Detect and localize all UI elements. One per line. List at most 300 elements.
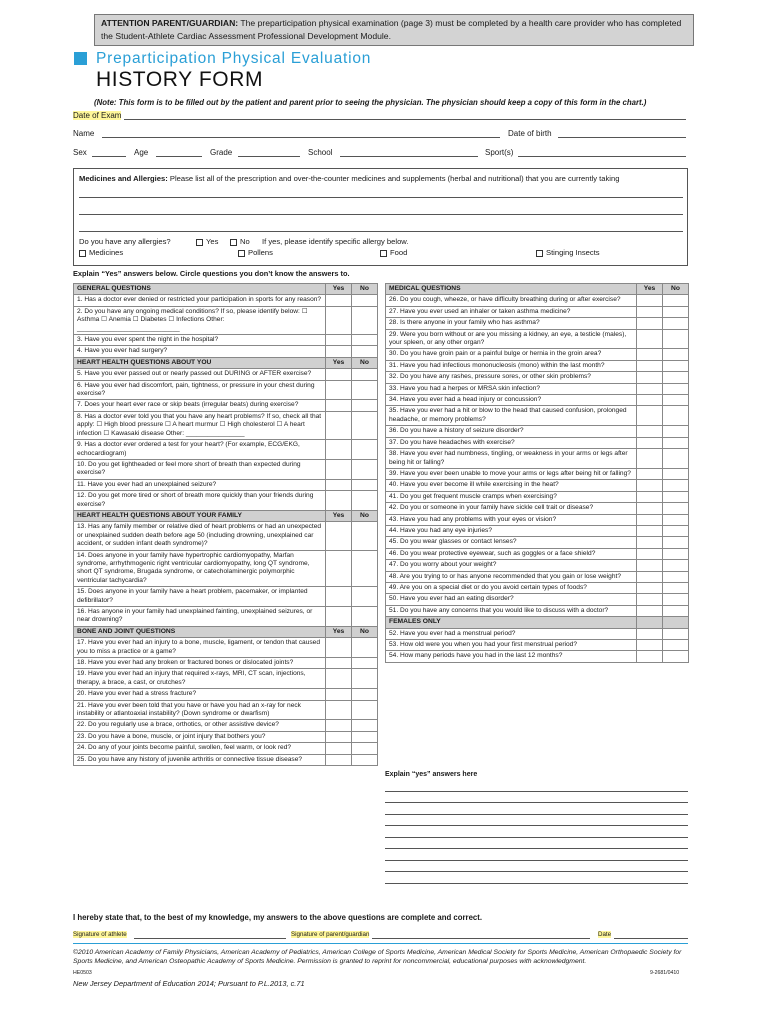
yes-answer-cell[interactable]: [637, 406, 663, 426]
no-answer-cell[interactable]: [352, 607, 378, 627]
question-text: 16. Has anyone in your family had unexplained fainting, unexplained seizures, or near drowning?: [74, 607, 326, 627]
no-answer-cell[interactable]: [663, 395, 689, 406]
yes-column-header: [637, 617, 663, 628]
no-answer-cell[interactable]: [352, 400, 378, 411]
question-text: 8. Has a doctor ever told you that you have any heart problems? If so, check all that apply: ☐ High blood pressure ☐ A heart murmur ☐ High cholesterol ☐ A heart infection ☐ Kawasaki disease Other: ________________: [74, 411, 326, 439]
section-header: [74, 626, 378, 637]
question-row: [74, 689, 378, 700]
question-text: 51. Do you have any concerns that you would like to discuss with a doctor?: [386, 605, 637, 616]
question-text: 15. Does anyone in your family have a heart problem, pacemaker, or implanted defibrillator?: [74, 587, 326, 607]
yes-answer-cell[interactable]: [637, 306, 663, 317]
allergy-stinging[interactable]: [536, 248, 600, 257]
question-text: 49. Are you on a special diet or do you avoid certain types of foods?: [386, 582, 637, 593]
no-answer-cell[interactable]: [663, 582, 689, 593]
question-row: [386, 537, 689, 548]
yes-answer-cell[interactable]: [637, 449, 663, 469]
no-column-header: No: [352, 510, 378, 521]
section-title: HEART HEALTH QUESTIONS ABOUT YOU: [74, 357, 326, 368]
yes-answer-cell[interactable]: [637, 437, 663, 448]
question-text: 43. Have you had any problems with your eyes or vision?: [386, 514, 637, 525]
question-text: 20. Have you ever had a stress fracture?: [74, 689, 326, 700]
question-text: 19. Have you ever had an injury that required x-rays, MRI, CT scan, injections, therapy, a brace, a cast, or crutches?: [74, 669, 326, 689]
yes-answer-cell[interactable]: [637, 318, 663, 329]
allergy-yes-checkbox[interactable]: [196, 239, 203, 246]
age-label: Age: [134, 148, 149, 157]
question-row: [74, 587, 378, 607]
no-answer-cell[interactable]: [663, 651, 689, 662]
question-row: [386, 560, 689, 571]
no-answer-cell[interactable]: [663, 306, 689, 317]
yes-answer-cell[interactable]: [637, 426, 663, 437]
yes-answer-cell[interactable]: [637, 571, 663, 582]
question-row: [74, 346, 378, 357]
no-answer-cell[interactable]: [352, 479, 378, 490]
question-row: [386, 571, 689, 582]
yes-answer-cell[interactable]: [326, 743, 352, 754]
explain-instructions: Explain “Yes” answers below. Circle questions you don’t know the answers to.: [73, 269, 350, 278]
date-of-exam-label: Date of Exam: [73, 111, 122, 120]
parent-signature-label: Signature of parent/guardian: [291, 931, 370, 938]
yes-answer-cell[interactable]: [326, 479, 352, 490]
yes-answer-cell[interactable]: [326, 720, 352, 731]
sports-field[interactable]: [518, 156, 686, 157]
yes-answer-cell[interactable]: [326, 550, 352, 587]
question-text: 34. Have you ever had a head injury or concussion?: [386, 395, 637, 406]
question-row: [386, 480, 689, 491]
explain-line[interactable]: [385, 826, 688, 838]
yes-answer-cell[interactable]: [326, 335, 352, 346]
yes-answer-cell[interactable]: [326, 522, 352, 550]
no-answer-cell[interactable]: [663, 628, 689, 639]
yes-answer-cell[interactable]: [637, 329, 663, 349]
pollens-checkbox[interactable]: [238, 250, 245, 257]
school-field[interactable]: [340, 156, 478, 157]
no-answer-cell[interactable]: [663, 514, 689, 525]
yes-answer-cell[interactable]: [326, 306, 352, 334]
medicines-header: [79, 174, 679, 183]
no-answer-cell[interactable]: [663, 406, 689, 426]
no-answer-cell[interactable]: [352, 335, 378, 346]
question-row: [74, 479, 378, 490]
question-row: [74, 411, 378, 439]
no-answer-cell[interactable]: [352, 638, 378, 658]
no-answer-cell[interactable]: [663, 329, 689, 349]
yes-answer-cell[interactable]: [637, 537, 663, 548]
explain-line[interactable]: [385, 872, 688, 884]
question-row: [74, 369, 378, 380]
question-row: [74, 731, 378, 742]
no-answer-cell[interactable]: [352, 459, 378, 479]
no-column-header: [663, 617, 689, 628]
question-row: [74, 669, 378, 689]
question-row: [386, 329, 689, 349]
question-row: [386, 306, 689, 317]
question-row: [74, 550, 378, 587]
yes-answer-cell[interactable]: [637, 349, 663, 360]
footer-divider: [73, 943, 688, 944]
allergy-yes-label: Yes: [206, 237, 219, 246]
name-label: Name: [73, 129, 95, 138]
question-text: 14. Does anyone in your family have hypertrophic cardiomyopathy, Marfan syndrome, arrhythmogenic right ventricular cardiomyopathy, long QT syndrome, short QT syndrome, Brugada syndrome, or catecholaminergic polymorphic ventricular tachycardia?: [74, 550, 326, 587]
allergy-yes[interactable]: [196, 237, 218, 246]
yes-answer-cell[interactable]: [637, 651, 663, 662]
no-answer-cell[interactable]: [352, 658, 378, 669]
yes-answer-cell[interactable]: [326, 607, 352, 627]
no-answer-cell[interactable]: [663, 449, 689, 469]
question-text: 32. Do you have any rashes, pressure sores, or other skin problems?: [386, 372, 637, 383]
no-answer-cell[interactable]: [663, 383, 689, 394]
explain-line[interactable]: [385, 780, 688, 792]
question-text: 11. Have you ever had an unexplained seizure?: [74, 479, 326, 490]
dob-label: Date of birth: [508, 129, 552, 138]
grade-field[interactable]: [238, 156, 300, 157]
footer-text: New Jersey Department of Education 2014; Pursuant to P.L.2013, c.71: [73, 979, 305, 988]
explain-line[interactable]: [385, 838, 688, 850]
question-text: 35. Have you ever had a hit or blow to the head that caused confusion, prolonged headache, or memory problems?: [386, 406, 637, 426]
no-answer-cell[interactable]: [352, 689, 378, 700]
allergy-note: If yes, please identify specific allergy below.: [262, 237, 409, 246]
question-text: 42. Do you or someone in your family have sickle cell trait or disease?: [386, 503, 637, 514]
question-text: 33. Have you had a herpes or MRSA skin infection?: [386, 383, 637, 394]
question-text: 28. Is there anyone in your family who has asthma?: [386, 318, 637, 329]
question-text: 23. Do you have a bone, muscle, or joint injury that bothers you?: [74, 731, 326, 742]
yes-answer-cell[interactable]: [326, 440, 352, 460]
no-answer-cell[interactable]: [663, 480, 689, 491]
form-title: Preparticipation Physical Evaluation: [96, 50, 372, 67]
yes-answer-cell[interactable]: [637, 480, 663, 491]
question-text: 45. Do you wear glasses or contact lenses?: [386, 537, 637, 548]
athlete-signature-label: Signature of athlete: [73, 931, 127, 938]
question-row: [386, 605, 689, 616]
yes-answer-cell[interactable]: [637, 628, 663, 639]
question-row: [386, 594, 689, 605]
yes-answer-cell[interactable]: [637, 491, 663, 502]
right-questions-table: [385, 283, 689, 663]
no-answer-cell[interactable]: [352, 700, 378, 720]
no-answer-cell[interactable]: [663, 426, 689, 437]
header-square-icon: [74, 52, 87, 65]
no-answer-cell[interactable]: [663, 640, 689, 651]
no-answer-cell[interactable]: [663, 372, 689, 383]
question-row: [74, 295, 378, 306]
yes-answer-cell[interactable]: [326, 346, 352, 357]
left-questions-body: [74, 284, 378, 766]
yes-answer-cell[interactable]: [326, 587, 352, 607]
allergy-question: Do you have any allergies?: [79, 237, 171, 246]
no-column-header: No: [352, 284, 378, 295]
section-title: GENERAL QUESTIONS: [74, 284, 326, 295]
yes-answer-cell[interactable]: [637, 468, 663, 479]
section-header: [74, 357, 378, 368]
explain-line[interactable]: [385, 849, 688, 861]
no-answer-cell[interactable]: [352, 380, 378, 400]
yes-answer-cell[interactable]: [326, 638, 352, 658]
age-field[interactable]: [156, 156, 202, 157]
no-answer-cell[interactable]: [663, 491, 689, 502]
question-row: [386, 383, 689, 394]
no-answer-cell[interactable]: [352, 669, 378, 689]
yes-answer-cell[interactable]: [637, 548, 663, 559]
no-answer-cell[interactable]: [663, 360, 689, 371]
question-row: [74, 638, 378, 658]
question-row: [74, 754, 378, 765]
yes-answer-cell[interactable]: [326, 754, 352, 765]
question-row: [74, 522, 378, 550]
question-row: [74, 700, 378, 720]
question-row: [386, 349, 689, 360]
stinging-label: Stinging Insects: [546, 248, 600, 257]
food-checkbox[interactable]: [380, 250, 387, 257]
question-row: [386, 426, 689, 437]
section-title: HEART HEALTH QUESTIONS ABOUT YOUR FAMILY: [74, 510, 326, 521]
yes-answer-cell[interactable]: [326, 295, 352, 306]
no-answer-cell[interactable]: [663, 525, 689, 536]
athlete-signature-field[interactable]: [134, 938, 286, 939]
sex-label: Sex: [73, 148, 87, 157]
question-row: [74, 459, 378, 479]
explain-line[interactable]: [385, 792, 688, 804]
yes-answer-cell[interactable]: [326, 689, 352, 700]
no-answer-cell[interactable]: [352, 522, 378, 550]
explain-line[interactable]: [385, 861, 688, 873]
yes-answer-cell[interactable]: [326, 369, 352, 380]
no-answer-cell[interactable]: [352, 743, 378, 754]
yes-answer-cell[interactable]: [637, 395, 663, 406]
yes-answer-cell[interactable]: [637, 640, 663, 651]
question-row: [74, 743, 378, 754]
question-row: [386, 640, 689, 651]
question-text: 47. Do you worry about your weight?: [386, 560, 637, 571]
code-left: HE0503: [73, 970, 92, 976]
medicines-checkbox[interactable]: [79, 250, 86, 257]
yes-answer-cell[interactable]: [326, 380, 352, 400]
no-answer-cell[interactable]: [352, 369, 378, 380]
question-row: [386, 406, 689, 426]
question-row: [74, 440, 378, 460]
question-text: 5. Have you ever passed out or nearly passed out DURING or AFTER exercise?: [74, 369, 326, 380]
section-title: BONE AND JOINT QUESTIONS: [74, 626, 326, 637]
question-text: 17. Have you ever had an injury to a bone, muscle, ligament, or tendon that caused you to miss a practice or a game?: [74, 638, 326, 658]
form-subtitle: HISTORY FORM: [96, 68, 264, 91]
explain-line[interactable]: [385, 815, 688, 827]
medicines-line-3[interactable]: [79, 231, 683, 232]
question-row: [74, 607, 378, 627]
yes-answer-cell[interactable]: [637, 360, 663, 371]
yes-answer-cell[interactable]: [637, 594, 663, 605]
attention-text: The preparticipation physical examination (page 3) must be completed by a health care provider who has completed the Student-Athlete Cardiac Assessment Professional Development Module.: [101, 18, 682, 41]
question-row: [74, 491, 378, 511]
question-row: [74, 720, 378, 731]
no-answer-cell[interactable]: [352, 411, 378, 439]
no-answer-cell[interactable]: [352, 295, 378, 306]
allergy-no-checkbox[interactable]: [230, 239, 237, 246]
no-answer-cell[interactable]: [352, 440, 378, 460]
question-text: 25. Do you have any history of juvenile arthritis or connective tissue disease?: [74, 754, 326, 765]
yes-column-header: Yes: [326, 626, 352, 637]
no-answer-cell[interactable]: [352, 306, 378, 334]
yes-answer-cell[interactable]: [637, 560, 663, 571]
no-answer-cell[interactable]: [352, 720, 378, 731]
school-label: School: [308, 148, 333, 157]
no-answer-cell[interactable]: [663, 468, 689, 479]
section-header: [386, 284, 689, 295]
question-row: [386, 468, 689, 479]
code-right: 9-2681/0410: [650, 970, 680, 976]
question-text: 6. Have you ever had discomfort, pain, tightness, or pressure in your chest during exercise?: [74, 380, 326, 400]
question-text: 44. Have you had any eye injuries?: [386, 525, 637, 536]
stinging-checkbox[interactable]: [536, 250, 543, 257]
yes-answer-cell[interactable]: [326, 491, 352, 511]
medicines-label: Medicines: [89, 248, 124, 257]
attention-box: [94, 14, 694, 46]
question-row: [386, 651, 689, 662]
sex-field[interactable]: [92, 156, 126, 157]
explain-yes-label: Explain “yes” answers here: [385, 771, 478, 778]
question-text: 30. Do you have groin pain or a painful bulge or hernia in the groin area?: [386, 349, 637, 360]
question-text: 4. Have you ever had surgery?: [74, 346, 326, 357]
no-answer-cell[interactable]: [352, 731, 378, 742]
no-answer-cell[interactable]: [663, 560, 689, 571]
question-row: [74, 335, 378, 346]
yes-answer-cell[interactable]: [637, 383, 663, 394]
explain-line[interactable]: [385, 803, 688, 815]
date-of-exam-field[interactable]: [124, 119, 686, 120]
question-text: 46. Do you wear protective eyewear, such as goggles or a face shield?: [386, 548, 637, 559]
no-answer-cell[interactable]: [663, 548, 689, 559]
question-text: 29. Were you born without or are you missing a kidney, an eye, a testicle (males), your spleen, or any other organ?: [386, 329, 637, 349]
question-row: [386, 372, 689, 383]
copyright: ©2010 American Academy of Family Physicians, American Academy of Pediatrics, American College of Sports Medicine, American Medical Society for Sports Medicine, American Orthopaedic Society for Sports Medicine, and American Osteopathic Academy of Sports Medicine. Permission is granted to reprint for noncommercial, educational purposes with acknowledgment.: [73, 949, 682, 965]
question-text: 39. Have you ever been unable to move your arms or legs after being hit or falling?: [386, 468, 637, 479]
medicines-line-2[interactable]: [79, 214, 683, 215]
question-row: [386, 437, 689, 448]
no-answer-cell[interactable]: [352, 346, 378, 357]
question-text: 2. Do you have any ongoing medical conditions? If so, please identify below: ☐ Asthma ☐ Anemia ☐ Diabetes ☐ Infections Other: ____________________________: [74, 306, 326, 334]
question-text: 50. Have you ever had an eating disorder?: [386, 594, 637, 605]
question-text: 24. Do any of your joints become painful, swollen, feel warm, or look red?: [74, 743, 326, 754]
question-text: 26. Do you cough, wheeze, or have difficulty breathing during or after exercise?: [386, 295, 637, 306]
yes-answer-cell[interactable]: [326, 731, 352, 742]
question-text: 18. Have you ever had any broken or fractured bones or dislocated joints?: [74, 658, 326, 669]
yes-answer-cell[interactable]: [637, 605, 663, 616]
attention-label: ATTENTION PARENT/GUARDIAN:: [101, 18, 239, 28]
no-answer-cell[interactable]: [663, 571, 689, 582]
yes-column-header: Yes: [326, 357, 352, 368]
dob-field[interactable]: [558, 137, 686, 138]
question-text: 48. Are you trying to or has anyone recommended that you gain or lose weight?: [386, 571, 637, 582]
grade-label: Grade: [210, 148, 233, 157]
yes-answer-cell[interactable]: [637, 582, 663, 593]
question-row: [74, 400, 378, 411]
yes-column-header: Yes: [326, 510, 352, 521]
question-row: [74, 658, 378, 669]
date-field[interactable]: [614, 938, 688, 939]
section-header: [386, 617, 689, 628]
question-text: 10. Do you get lightheaded or feel more short of breath than expected during exercise?: [74, 459, 326, 479]
name-field[interactable]: [102, 137, 500, 138]
medicines-line-1[interactable]: [79, 197, 683, 198]
yes-answer-cell[interactable]: [326, 658, 352, 669]
question-text: 38. Have you ever had numbness, tingling, or weakness in your arms or legs after being hit or falling?: [386, 449, 637, 469]
no-answer-cell[interactable]: [352, 754, 378, 765]
question-row: [74, 306, 378, 334]
question-row: [386, 514, 689, 525]
yes-answer-cell[interactable]: [637, 372, 663, 383]
question-row: [386, 628, 689, 639]
statement: I hereby state that, to the best of my knowledge, my answers to the above questions are complete and correct.: [73, 913, 483, 922]
question-text: 21. Have you ever been told that you have or have you had an x-ray for neck instability or atlantoaxial instability? (Down syndrome or dwarfism): [74, 700, 326, 720]
allergy-pollens[interactable]: [238, 248, 273, 257]
yes-answer-cell[interactable]: [326, 700, 352, 720]
yes-answer-cell[interactable]: [326, 400, 352, 411]
no-answer-cell[interactable]: [352, 550, 378, 587]
allergy-no[interactable]: [230, 237, 250, 246]
question-row: [386, 318, 689, 329]
food-label: Food: [390, 248, 408, 257]
yes-answer-cell[interactable]: [326, 411, 352, 439]
pollens-label: Pollens: [248, 248, 273, 257]
question-row: [386, 491, 689, 502]
no-answer-cell[interactable]: [663, 537, 689, 548]
no-answer-cell[interactable]: [663, 503, 689, 514]
no-answer-cell[interactable]: [352, 587, 378, 607]
no-answer-cell[interactable]: [663, 318, 689, 329]
allergy-no-label: No: [240, 237, 250, 246]
allergy-medicines[interactable]: [79, 248, 123, 257]
question-text: 37. Do you have headaches with exercise?: [386, 437, 637, 448]
question-row: [386, 395, 689, 406]
yes-answer-cell[interactable]: [637, 295, 663, 306]
question-row: [386, 525, 689, 536]
question-row: [386, 548, 689, 559]
question-text: 31. Have you had infectious mononucleosis (mono) within the last month?: [386, 360, 637, 371]
no-answer-cell[interactable]: [663, 437, 689, 448]
yes-answer-cell[interactable]: [637, 514, 663, 525]
question-text: 12. Do you get more tired or short of breath more quickly than your friends during exercise?: [74, 491, 326, 511]
question-text: 36. Do you have a history of seizure disorder?: [386, 426, 637, 437]
form-note: (Note: This form is to be filled out by the patient and parent prior to seeing the physician. The physician should keep a copy of this form in the chart.): [94, 98, 647, 107]
yes-column-header: Yes: [326, 284, 352, 295]
allergy-food[interactable]: [380, 248, 407, 257]
section-title: MEDICAL QUESTIONS: [386, 284, 637, 295]
no-answer-cell[interactable]: [352, 491, 378, 511]
question-row: [74, 380, 378, 400]
medicines-title: Medicines and Allergies:: [79, 174, 168, 183]
question-text: 40. Have you ever become ill while exercising in the heat?: [386, 480, 637, 491]
yes-column-header: Yes: [637, 284, 663, 295]
question-text: 41. Do you get frequent muscle cramps when exercising?: [386, 491, 637, 502]
explain-yes-lines[interactable]: [385, 780, 688, 884]
yes-answer-cell[interactable]: [637, 503, 663, 514]
parent-signature-field[interactable]: [372, 938, 590, 939]
question-row: [386, 360, 689, 371]
question-row: [386, 582, 689, 593]
no-answer-cell[interactable]: [663, 295, 689, 306]
question-text: 27. Have you ever used an inhaler or taken asthma medicine?: [386, 306, 637, 317]
yes-answer-cell[interactable]: [637, 525, 663, 536]
section-header: [74, 284, 378, 295]
question-text: 53. How old were you when you had your first menstrual period?: [386, 640, 637, 651]
no-answer-cell[interactable]: [663, 594, 689, 605]
question-text: 1. Has a doctor ever denied or restricted your participation in sports for any reason?: [74, 295, 326, 306]
yes-answer-cell[interactable]: [326, 459, 352, 479]
question-row: [386, 503, 689, 514]
question-text: 3. Have you ever spent the night in the hospital?: [74, 335, 326, 346]
question-text: 9. Has a doctor ever ordered a test for your heart? (For example, ECG/EKG, echocardiogram): [74, 440, 326, 460]
no-answer-cell[interactable]: [663, 605, 689, 616]
no-answer-cell[interactable]: [663, 349, 689, 360]
yes-answer-cell[interactable]: [326, 669, 352, 689]
